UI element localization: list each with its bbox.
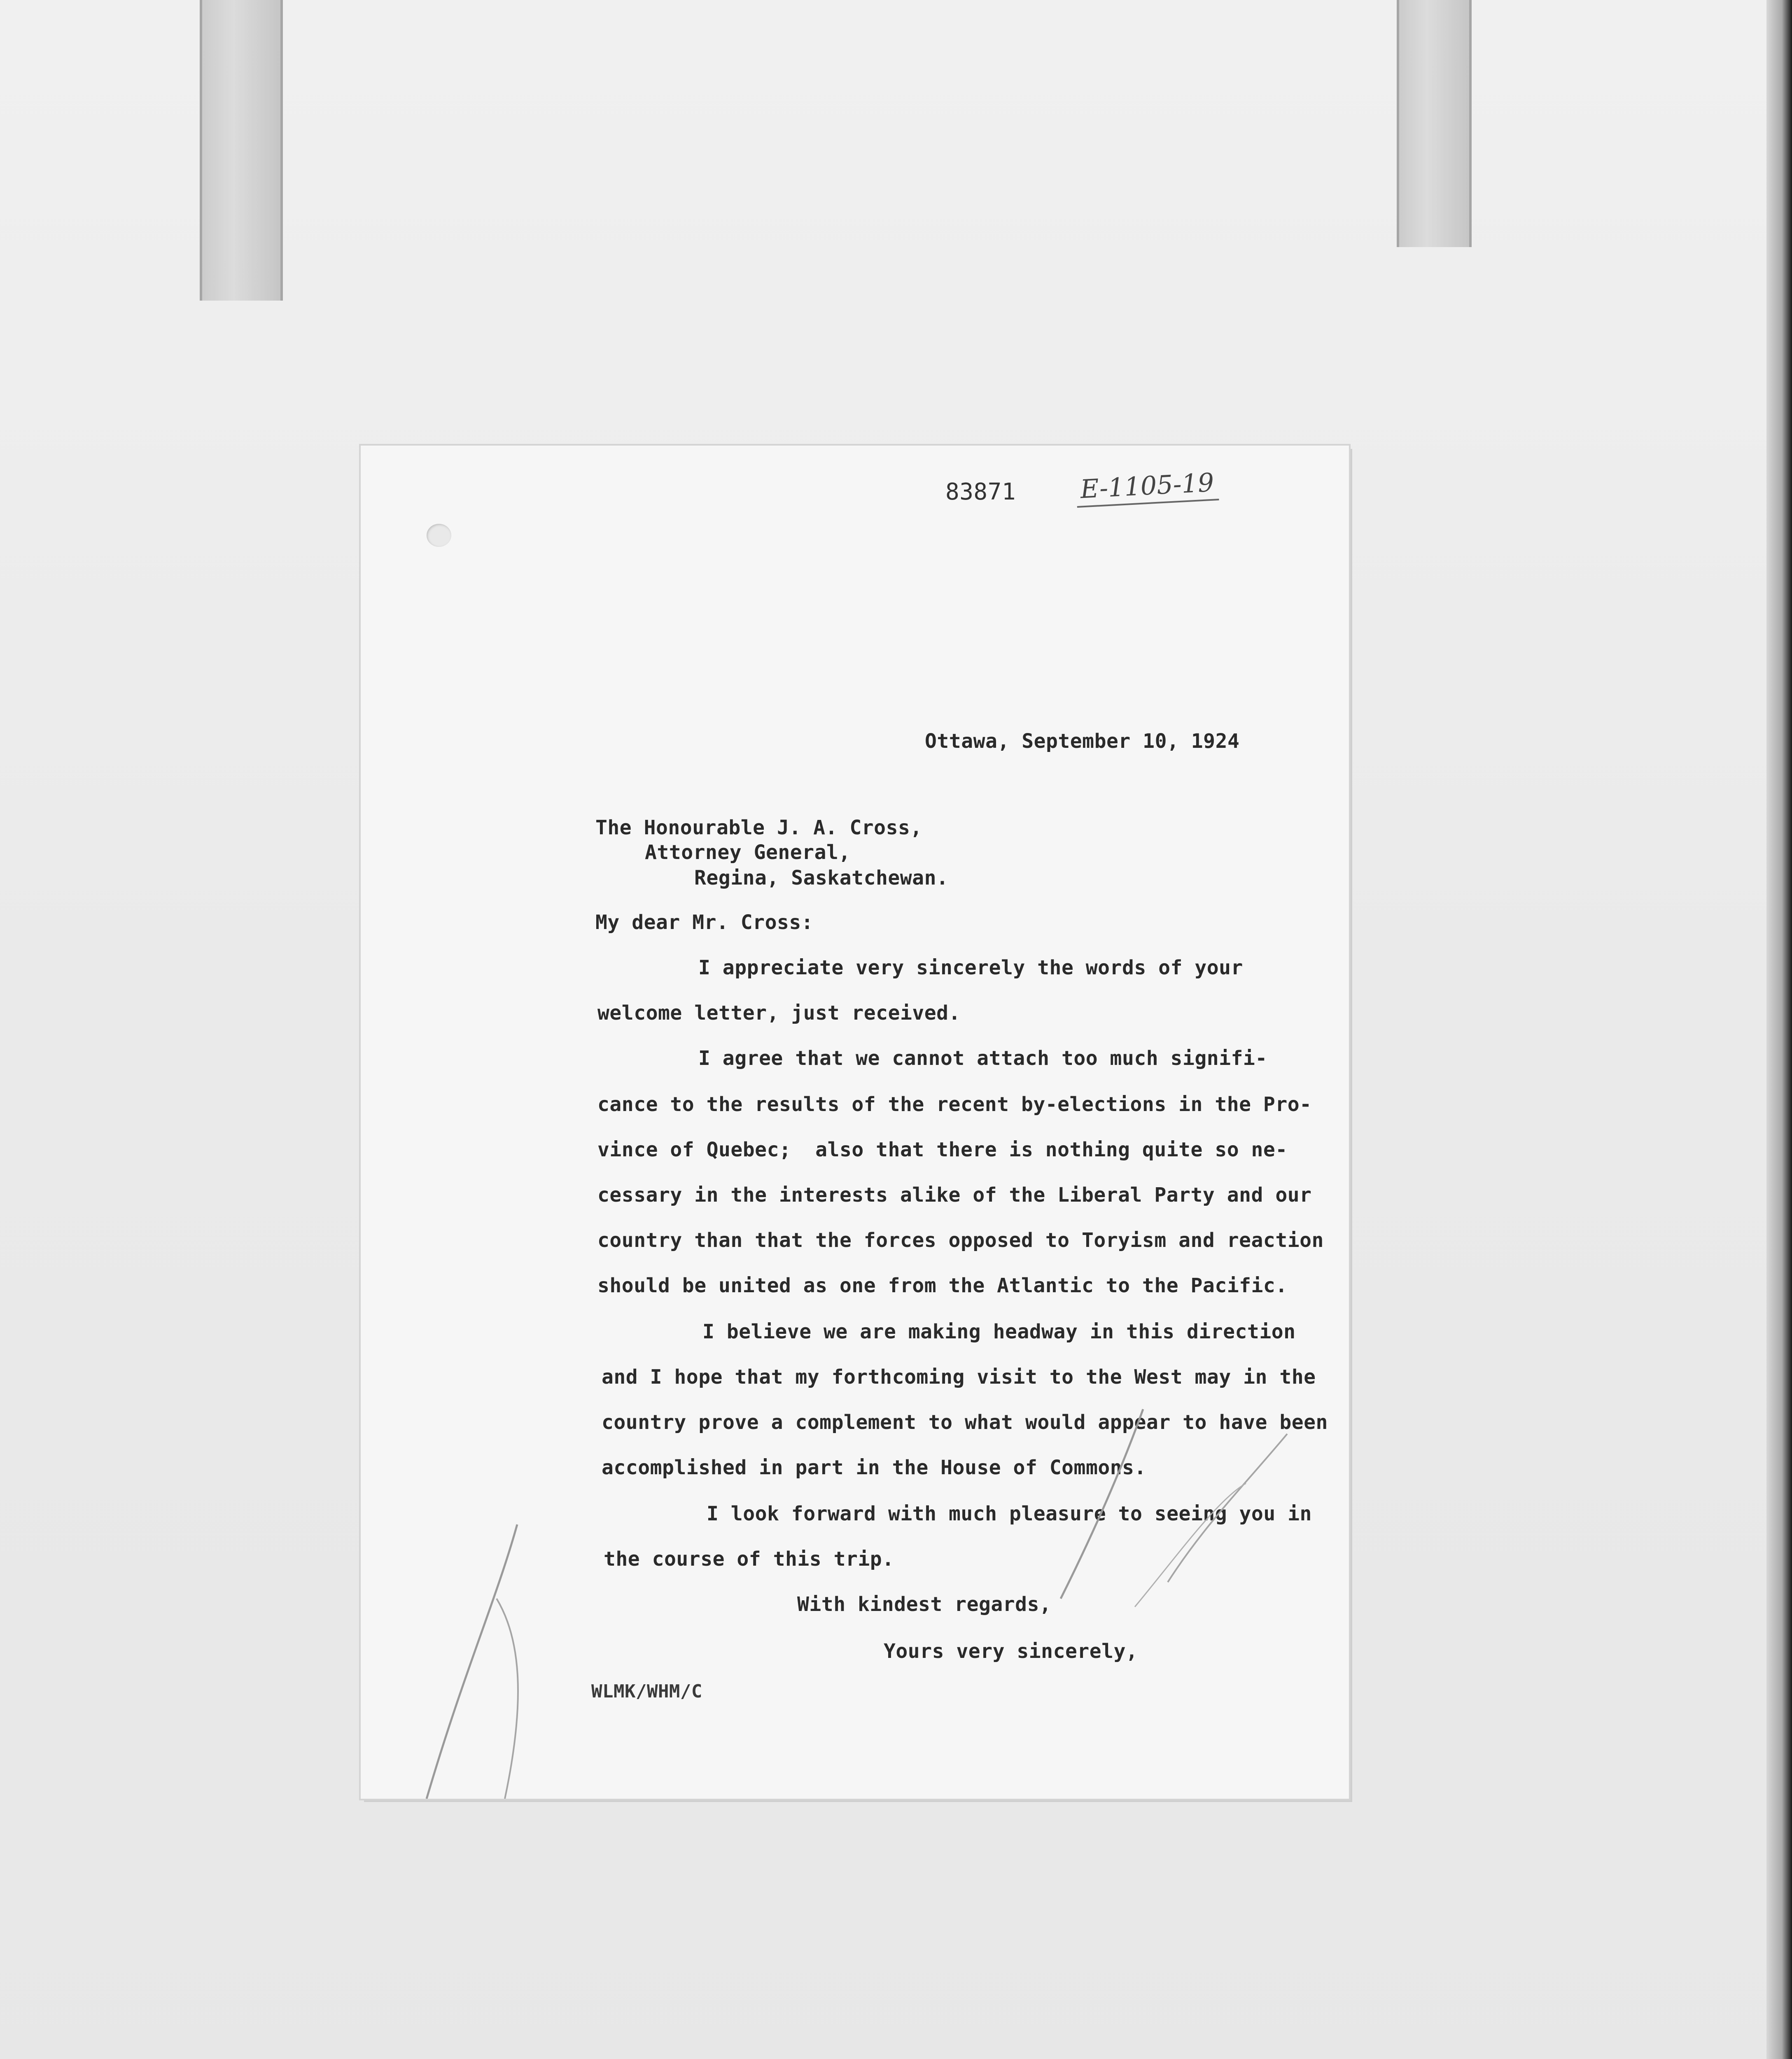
letter-date: Ottawa, September 10, 1924 (925, 730, 1240, 753)
body-line: cessary in the interests alike of the Liberal Party and our (597, 1184, 1312, 1207)
body-line: should be united as one from the Atlantic to the Pacific. (597, 1274, 1288, 1297)
typist-initials: WLMK/WHM/C (591, 1681, 702, 1702)
body-line: accomplished in part in the House of Commons. (602, 1456, 1146, 1479)
recipient-title: Attorney General, (645, 841, 851, 864)
salutation: My dear Mr. Cross: (595, 911, 814, 934)
body-line: I believe we are making headway in this direction (702, 1320, 1296, 1343)
punch-hole (427, 524, 451, 547)
body-line: country than that the forces opposed to Toryism and reaction (597, 1229, 1324, 1252)
recipient-name: The Honourable J. A. Cross, (595, 816, 922, 839)
body-line: welcome letter, just received. (597, 1001, 961, 1025)
body-line: the course of this trip. (604, 1548, 894, 1571)
closing-regards: With kindest regards, (797, 1593, 1052, 1616)
film-edge (1766, 0, 1792, 2059)
body-line: cance to the results of the recent by-elections in the Pro- (597, 1093, 1312, 1116)
mounting-tape (200, 0, 283, 301)
mounting-tape (1397, 0, 1472, 247)
closing-signoff: Yours very sincerely, (884, 1640, 1138, 1663)
document-number: 83871 (945, 479, 1016, 505)
body-line: and I hope that my forthcoming visit to the West may in the (602, 1366, 1316, 1389)
letter-sheet (361, 446, 1349, 1799)
body-line: vince of Quebec; also that there is nothing quite so ne- (597, 1138, 1288, 1161)
body-line: I look forward with much pleasure to seeing you in (707, 1502, 1312, 1525)
body-line: country prove a complement to what would appear to have been (602, 1411, 1328, 1434)
handwritten-reference: E-1105-19 (1076, 467, 1219, 508)
body-line: I agree that we cannot attach too much signifi- (698, 1047, 1267, 1070)
body-line: I appreciate very sincerely the words of your (698, 956, 1243, 979)
recipient-location: Regina, Saskatchewan. (694, 866, 949, 889)
